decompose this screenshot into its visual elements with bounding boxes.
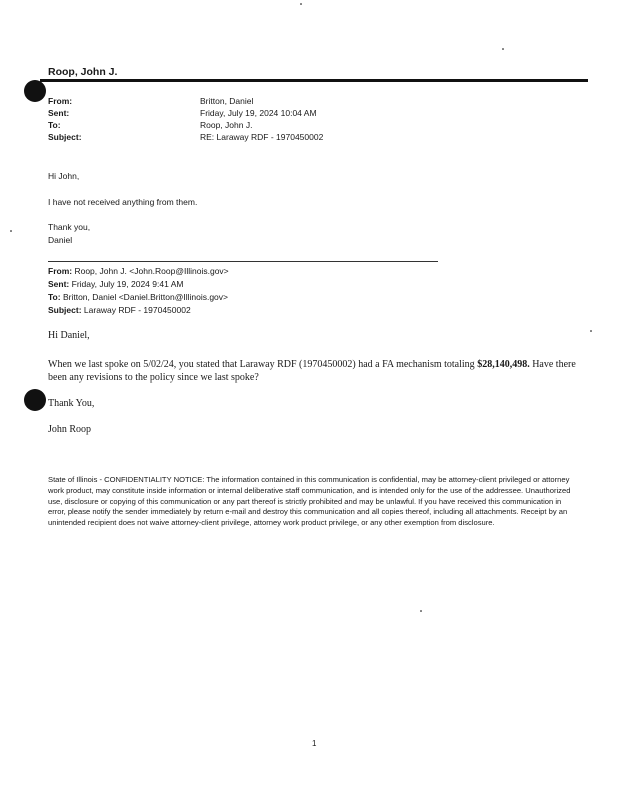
original-subject-line: Subject: Laraway RDF - 1970450002: [48, 305, 191, 315]
scan-speck: [420, 610, 422, 612]
original-greeting: Hi Daniel,: [48, 330, 90, 341]
punch-hole: [24, 80, 46, 102]
scan-speck: [10, 230, 12, 232]
header-divider: [40, 79, 588, 82]
punch-hole: [24, 389, 46, 411]
reply-to-value: Roop, John J.: [200, 120, 253, 130]
page-number: 1: [312, 739, 317, 748]
original-closing: Thank You,: [48, 398, 95, 409]
reply-sent-value: Friday, July 19, 2024 10:04 AM: [200, 108, 317, 118]
original-paragraph: When we last spoke on 5/02/24, you stated that Laraway RDF (1970450002) had a FA mechanism totaling $28,140,498. Have there been any revisions to the policy since we last spoke?: [48, 359, 576, 383]
reply-sent-label: Sent:: [48, 108, 70, 118]
scan-speck: [502, 48, 504, 50]
forward-divider: [48, 261, 438, 262]
reply-from-value: Britton, Daniel: [200, 96, 254, 106]
reply-subject-value: RE: Laraway RDF - 1970450002: [200, 132, 324, 142]
reply-subject-label: Subject:: [48, 132, 82, 142]
reply-closing: Thank you,: [48, 222, 91, 232]
mailbox-owner-name: Roop, John J.: [48, 66, 118, 78]
scan-speck: [300, 3, 302, 5]
reply-to-label: To:: [48, 120, 61, 130]
scan-speck: [590, 330, 592, 332]
reply-from-label: From:: [48, 96, 73, 106]
reply-signature: Daniel: [48, 235, 73, 245]
original-sent-line: Sent: Friday, July 19, 2024 9:41 AM: [48, 279, 184, 289]
reply-body: I have not received anything from them.: [48, 197, 198, 207]
original-from-line: From: Roop, John J. <John.Roop@Illinois.gov>: [48, 266, 229, 276]
original-signature: John Roop: [48, 424, 92, 435]
confidentiality-notice: State of Illinois - CONFIDENTIALITY NOTICE: The information contained in this communication is confidential, may be attorney-client privileged or attorney work product, may constitute inside information or internal deliberative staff communication, and is intended only for the use of the addressee. Unauthorized use, disclosure or copying of this communication or any part thereof is strictly prohibited and may be unlawful. If you have received this communication in error, please notify the sender immediately by return e-mail and destroy this communication and all copies thereof, including all attachments. Receipt by an unintended recipient does not waive attorney-client privilege, attorney work product privilege, or any other exemption from disclosure.: [48, 475, 571, 528]
reply-greeting: Hi John,: [48, 171, 80, 181]
original-to-line: To: Britton, Daniel <Daniel.Britton@Illinois.gov>: [48, 292, 228, 302]
